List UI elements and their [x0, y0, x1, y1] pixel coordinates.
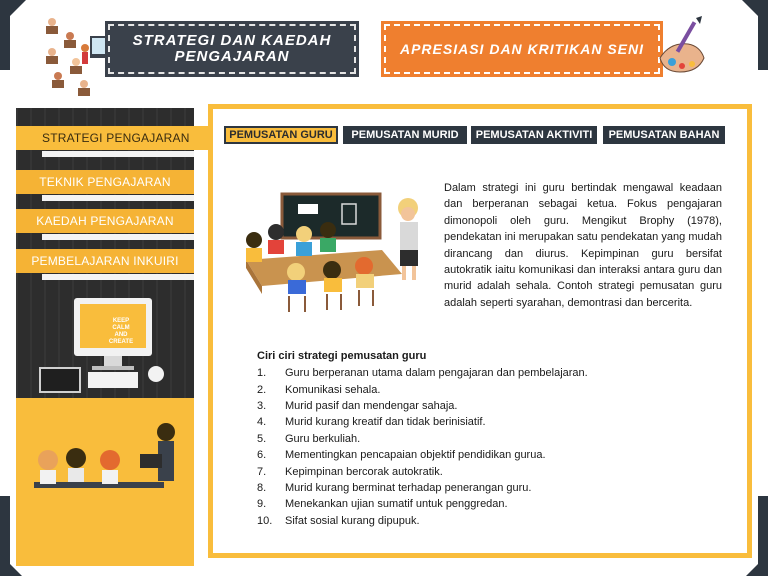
- list-number: 8.: [257, 481, 267, 494]
- monitor-text-line: CALM: [112, 325, 130, 331]
- sidebar-item-underline: [42, 195, 194, 201]
- sidebar-item-underline: [42, 274, 194, 280]
- list-number: 5.: [257, 432, 267, 445]
- list-text: Komunikasi sehala.: [285, 383, 381, 396]
- ciri-ciri-list: [257, 365, 727, 529]
- corner-bar-top-left: [0, 0, 10, 70]
- sidebar-item-strategi-pengajaran[interactable]: [16, 126, 216, 150]
- list-text: Guru berkuliah.: [285, 432, 361, 445]
- list-number: 9.: [257, 498, 267, 511]
- tab-label: PEMUSATAN MURID: [351, 129, 459, 141]
- sidebar-item-label: TEKNIK PENGAJARAN: [39, 175, 171, 189]
- list-text: Murid kurang berminat terhadap penerangan guru.: [285, 481, 532, 494]
- tab-pemusatan-aktiviti[interactable]: [471, 126, 597, 144]
- sidebar-item-pembelajaran-inkuiri[interactable]: [16, 249, 194, 273]
- painting-hand-icon: [652, 14, 712, 78]
- list-number: 6.: [257, 449, 267, 462]
- list-item: [257, 496, 727, 512]
- tab-pemusatan-murid[interactable]: [343, 126, 467, 144]
- tab-label: PEMUSATAN BAHAN: [608, 129, 720, 141]
- list-number: 3.: [257, 399, 267, 412]
- list-number: 2.: [257, 383, 267, 396]
- list-number: 4.: [257, 416, 267, 429]
- corner-bar-top-right: [758, 0, 768, 70]
- list-title: Ciri ciri strategi pemusatan guru: [257, 350, 427, 362]
- list-item: [257, 414, 727, 430]
- list-item: [257, 447, 727, 463]
- apresiasi-dan-kritikan-banner: [384, 24, 660, 74]
- strategi-banner-line-2: PENGAJARAN: [174, 48, 290, 65]
- sidebar-item-underline: [42, 234, 194, 240]
- list-text: Sifat sosial kurang dipupuk.: [285, 514, 420, 527]
- list-item: [257, 365, 727, 381]
- sidebar-item-label: KAEDAH PENGAJARAN: [36, 214, 174, 228]
- list-item: [257, 513, 727, 529]
- list-item: [257, 398, 727, 414]
- teacher-classroom-illustration: [232, 190, 434, 316]
- list-text: Kepimpinan bercorak autokratik.: [285, 465, 443, 478]
- list-item: [257, 463, 727, 479]
- sidebar-item-label: PEMBELAJARAN INKUIRI: [31, 254, 179, 268]
- list-text: Mementingkan pencapaian objektif pendidikan gurua.: [285, 449, 546, 462]
- list-text: Murid kurang kreatif dan tidak berinisiatif.: [285, 416, 486, 429]
- sidebar-item-teknik-pengajaran[interactable]: [16, 170, 194, 194]
- pemusatan-guru-paragraph: Dalam strategi ini guru bertindak mengawal keadaan dan berperanan sebagai ketua. Fokus pengajaran dimonopoli oleh guru. Mengikut Brophy (1978), pendekatan ini merupakan satu pendekatan yang mudah dirancang dan diurus. Kepimpinan guru bersifat autokratik iaitu komunikasi dan interaksi antara guru dan murid adalah sehala. Contoh strategi pemusatan guru adalah seperti syarahan, demontrasi dan bercerita.: [444, 182, 722, 309]
- sidebar-item-label: STRATEGI PENGAJARAN: [42, 131, 190, 145]
- tab-label: PEMUSATAN AKTIVITI: [475, 129, 593, 141]
- list-number: 10.: [257, 514, 273, 527]
- list-number: 1.: [257, 367, 267, 380]
- tab-pemusatan-guru[interactable]: [224, 126, 338, 144]
- monitor-text-line: AND: [114, 332, 128, 338]
- tab-pemusatan-bahan[interactable]: [603, 126, 725, 144]
- strategi-banner-line-1: STRATEGI DAN KAEDAH: [132, 32, 332, 50]
- list-text: Menekankan ujian sumatif untuk penggredan.: [285, 498, 508, 511]
- monitor-text-line: KEEP: [112, 318, 130, 324]
- strategi-dan-kaedah-banner: [108, 24, 356, 74]
- list-item: [257, 381, 727, 397]
- list-item: [257, 431, 727, 447]
- list-item: [257, 480, 727, 496]
- list-text: Murid pasif dan mendengar sahaja.: [285, 399, 458, 412]
- sidebar-item-underline: [42, 151, 194, 157]
- keep-calm-monitor-text: [96, 318, 146, 346]
- list-text: Guru berperanan utama dalam pengajaran dan pembelajaran.: [285, 367, 588, 380]
- apresiasi-banner-text: APRESIASI DAN KRITIKAN SENI: [399, 40, 645, 57]
- tab-label: PEMUSATAN GURU: [229, 129, 333, 141]
- classroom-illustration-icon: [40, 16, 110, 106]
- monitor-text-line: CREATE: [108, 339, 134, 345]
- list-number: 7.: [257, 465, 267, 478]
- sidebar-item-kaedah-pengajaran[interactable]: [16, 209, 194, 233]
